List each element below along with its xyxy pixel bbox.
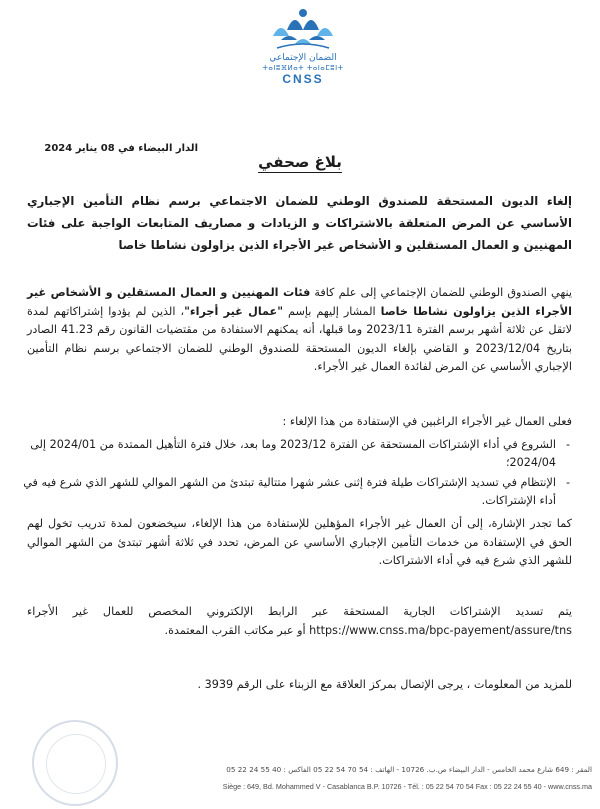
paragraph-conditions-intro: فعلى العمال غير الأجراء الراغبين في الإستفادة من هذا الإلغاء : <box>282 415 572 428</box>
p4-part-a: يتم تسديد الإشتراكات الجارية المستحقة عبر الرابط الإلكتروني المخصص للعمال غير الأجراء <box>27 605 572 618</box>
p1-label: "عمال غير أجراء" <box>184 304 284 318</box>
logo-tifinagh-name: ⵜⴰⵏⵓⴼⵍⴰⵜ ⵜⴰⵏⴰⵎⵓⵏⵜ <box>262 64 344 72</box>
paragraph-contact: للمزيد من المعلومات ، يرجى الإتصال بمركز العلاقة مع الزبناء على الرقم 3939 . <box>197 678 572 691</box>
faded-stamp <box>32 720 118 806</box>
list-item: - الإنتظام في تسديد الإشتراكات طيلة فترة إثنى عشر شهرا متتالية تبتدئ من الشهر الموالي للشهر الذي شرع فيه في أداء الإشتراكات. <box>8 474 556 510</box>
press-release-title <box>0 153 600 171</box>
paragraph-payment <box>27 603 572 640</box>
p1-part-a: ينهي الصندوق الوطني للضمان الإجتماعي إلى علم كافة <box>310 286 572 299</box>
cnss-logo <box>262 6 344 104</box>
title-text: بلاغ صحفي <box>258 153 342 171</box>
logo-acronym: CNSS <box>282 72 324 86</box>
paragraph-announcement <box>27 284 572 377</box>
footer-address-french: Siège : 649, Bd. Mohammed V - Casablanca B.P. 10726 - Tél. : 05 22 54 70 54 Fax : 05 22 24 55 40 - www.cnss.ma <box>222 782 592 791</box>
p1-target-groups: فئات المهنيين و العمال المستقلين و الأشخاص غير الأجراء الذين يزاولون نشاطا خاصا <box>27 286 573 318</box>
list-item: - الشروع في أداء الإشتراكات المستحقة عن الفترة 2023/12 وما بعد، خلال فترة التأهيل الممتدة من 2024/01 إلى 2024/04؛ <box>8 436 556 472</box>
release-date: الدار البيضاء في 08 يناير 2024 <box>44 143 198 154</box>
logo-arabic-name: الضمان الإجتماعي <box>269 53 337 63</box>
paragraph-probation: كما تجدر الإشارة، إلى أن العمال غير الأجراء المؤهلين للإستفادة من هذا الإلغاء، سيخضعون لمدة تدريب تخول لهم الحق في الإستفادة من خدمات التأمين الإجباري الأساسي عن المرض، تحدد في ثلاثة أشهر تبتدئ من الشهر الموالي للشهر الذي شرع فيه في أداء الاشتراكات. <box>27 517 572 567</box>
payment-link[interactable]: https://www.cnss.ma/bpc-payement/assure/tns <box>309 623 572 637</box>
p1-part-c: المشار إليهم بإسم <box>283 304 381 318</box>
footer-address-arabic: المقر : 649 شارع محمد الخامس - الدار البيضاء ص.ب. 10726 - الهاتف : 54 70 54 22 05 الفاكس : 40 55 24 22 05 <box>226 765 592 774</box>
p4-part-b: أو عبر مكاتب القرب المعتمدة. <box>164 623 310 637</box>
subject-heading: إلغاء الديون المستحقة للصندوق الوطني للضمان الاجتماعي برسم نظام التأمين الإجباري الأساسي عن المرض المتعلقة بالاشتراكات و الزيادات و مصاريف المتابعات الواجبة على فئات المهنيين و العمال المستقلين و الأشخاص غير الأجراء الذين يزاولون نشاطا خاصا <box>27 194 572 252</box>
p1-part-e: ، الذين لم يؤدوا إشتراكاتهم لمدة لاتقل عن ثلاثة أشهر برسم الفترة 2023/11 وما قبلها، أنه يمكنهم الاستفادة من مقتضيات القانون رقم 41.23 الصادر بتاريخ 2023/12/04 و القاضي بإلغاء الديون المستحقة للصندوق الوطني للضمان الاجتماعي برسم نظام التأمين الإجباري الأساسي عن المرض لفائدة العمال غير الأجراء. <box>27 304 572 373</box>
cnss-emblem-icon <box>263 6 343 52</box>
conditions-list <box>8 436 572 512</box>
